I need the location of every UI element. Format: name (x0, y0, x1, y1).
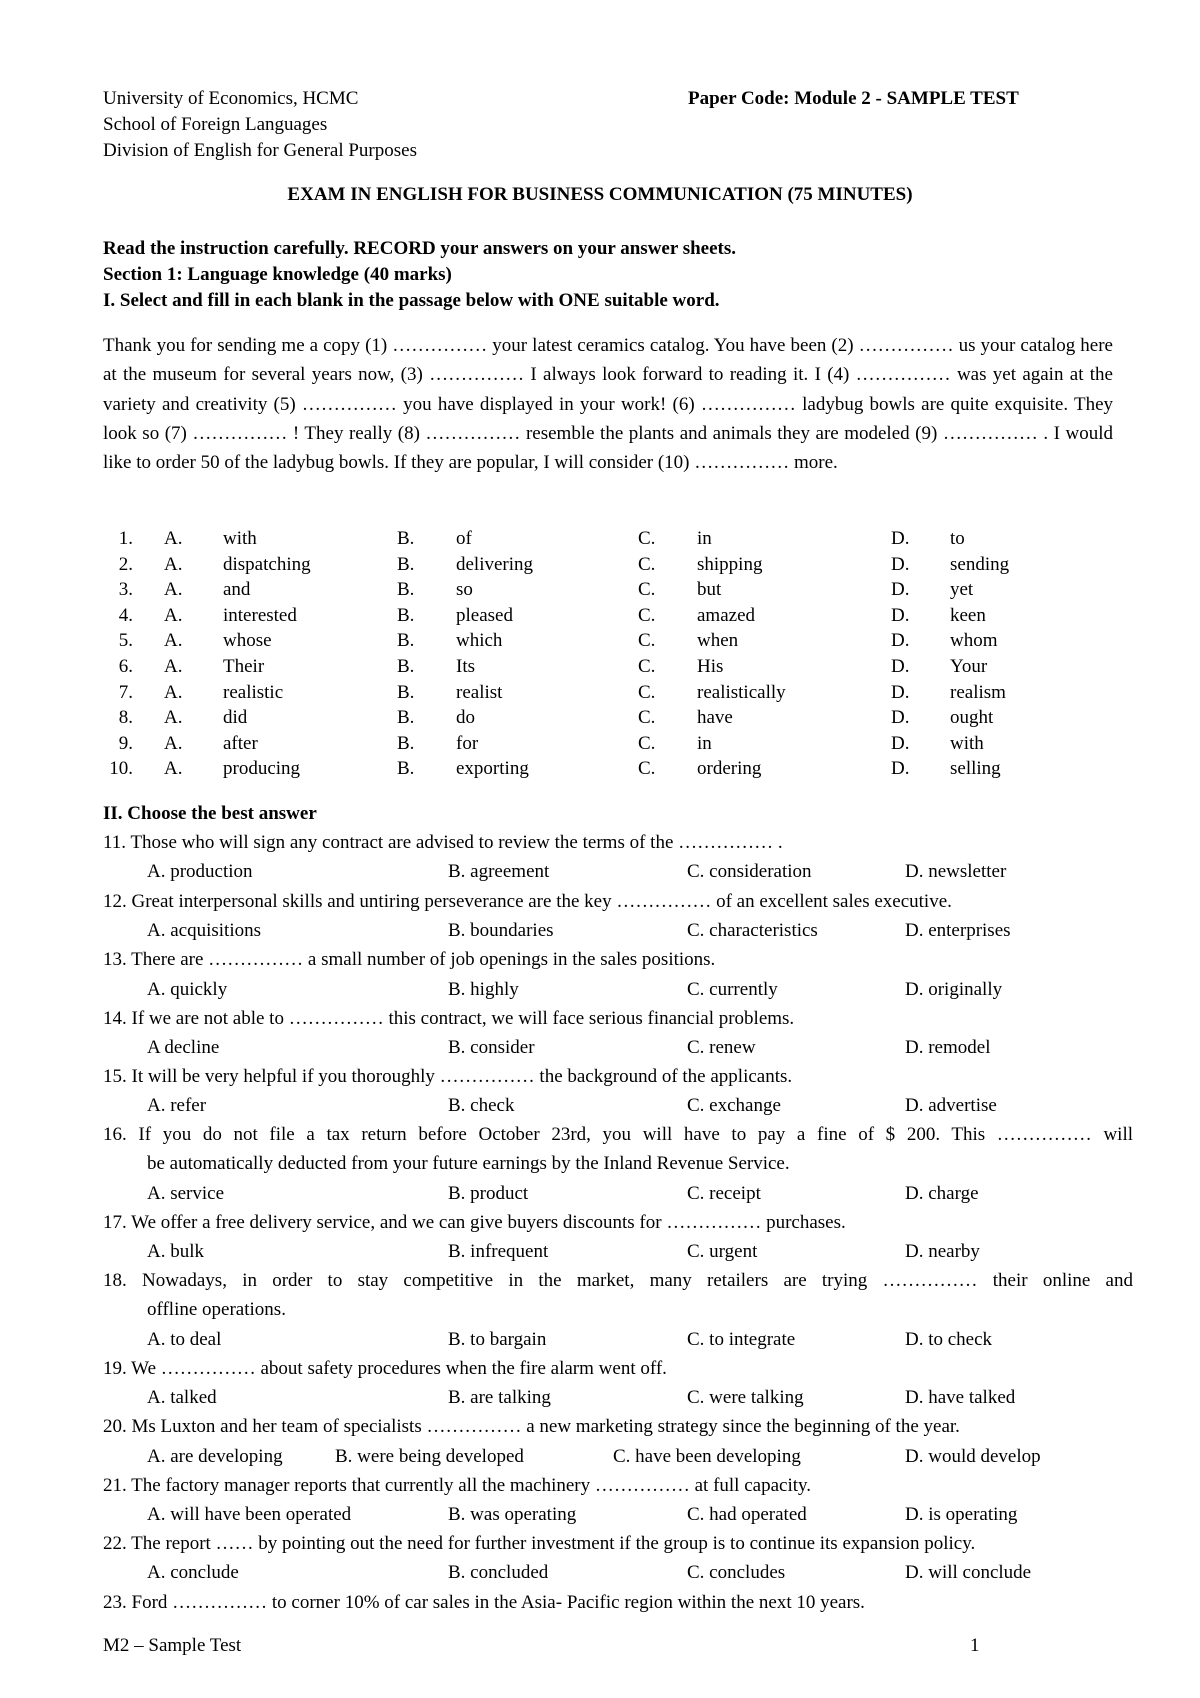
item-number: 1. (118, 528, 133, 549)
question-text: 14. If we are not able to …………… this contract, we will face serious financial problems. (103, 1008, 795, 1029)
option-b: realist (456, 681, 503, 703)
header-institution (103, 86, 417, 164)
letter-d: D. (891, 681, 910, 703)
letter-a: A. (164, 528, 183, 549)
part2-heading: II. Choose the best answer (103, 803, 317, 824)
answer-c: C. consideration (687, 861, 812, 882)
option-row (103, 680, 1103, 706)
question-text: 12. Great interpersonal skills and untiring perseverance are the key …………… of an excellent sales executive. (103, 891, 952, 912)
answer-a: A. are developing (147, 1446, 283, 1467)
letter-d: D. (891, 528, 910, 549)
option-b: pleased (456, 604, 513, 626)
question-text: 11. Those who will sign any contract are advised to review the terms of the …………… . (103, 832, 783, 853)
option-a: after (223, 732, 258, 754)
letter-b: B. (397, 732, 415, 754)
answer-c: C. had operated (687, 1504, 807, 1525)
letter-c: C. (638, 681, 656, 703)
letter-b: B. (397, 707, 415, 729)
option-row (103, 654, 1103, 680)
question-text: 19. We …………… about safety procedures when the fire alarm went off. (103, 1358, 667, 1379)
letter-d: D. (891, 630, 910, 652)
answer-b: B. check (448, 1095, 515, 1116)
letter-c: C. (638, 553, 656, 575)
answer-b: B. were being developed (335, 1446, 524, 1467)
item-number: 6. (118, 655, 133, 677)
answer-b: B. are talking (448, 1387, 551, 1408)
answer-b: B. product (448, 1183, 529, 1204)
exam-title: EXAM IN ENGLISH FOR BUSINESS COMMUNICATION (75 MINUTES) (287, 184, 913, 205)
answer-a: A. production (147, 861, 253, 882)
answer-b: B. infrequent (448, 1241, 549, 1262)
option-a: Their (223, 655, 265, 677)
footer-label: M2 – Sample Test (103, 1635, 242, 1656)
letter-d: D. (891, 707, 910, 729)
answer-d: D. would develop (905, 1446, 1041, 1467)
option-c: ordering (697, 758, 762, 780)
option-b: so (456, 579, 473, 601)
answer-d: D. remodel (905, 1037, 991, 1058)
option-c: His (697, 655, 724, 677)
option-d: whom (950, 630, 998, 652)
letter-c: C. (638, 630, 656, 652)
answer-c: C. to integrate (687, 1329, 796, 1350)
answer-c: C. concludes (687, 1562, 786, 1583)
university-name: University of Economics, HCMC (103, 88, 359, 109)
option-d: yet (950, 579, 974, 601)
part1-options (103, 526, 1103, 782)
part1-heading: I. Select and fill in each blank in the passage below with ONE suitable word. (103, 290, 720, 311)
option-d: to (950, 528, 965, 549)
answer-d: D. to check (905, 1329, 993, 1350)
option-row (103, 756, 1103, 782)
instructions (103, 236, 736, 314)
option-d: selling (950, 758, 1001, 780)
answer-c: C. were talking (687, 1387, 804, 1408)
answer-b: B. consider (448, 1037, 535, 1058)
option-d: ought (950, 707, 994, 729)
answer-c: C. characteristics (687, 920, 818, 941)
letter-b: B. (397, 553, 415, 575)
option-a: realistic (223, 681, 284, 703)
answer-a: A. will have been operated (147, 1504, 352, 1525)
option-b: which (456, 630, 503, 652)
option-a: did (223, 707, 248, 729)
option-c: in (697, 732, 712, 754)
answer-b: B. concluded (448, 1562, 549, 1583)
letter-c: C. (638, 655, 656, 677)
answer-row (147, 1179, 1147, 1208)
option-row (103, 705, 1103, 731)
item-number: 5. (118, 630, 133, 652)
answer-a: A. talked (147, 1387, 217, 1408)
option-c: when (697, 630, 739, 652)
option-a: producing (223, 758, 301, 780)
option-c: amazed (697, 604, 756, 626)
letter-d: D. (891, 732, 910, 754)
item-number: 4. (118, 604, 133, 626)
option-row (103, 577, 1103, 603)
answer-a: A. quickly (147, 979, 228, 1000)
letter-d: D. (891, 579, 910, 601)
letter-c: C. (638, 579, 656, 601)
item-number: 2. (118, 553, 133, 575)
answer-row (147, 1500, 1147, 1529)
option-b: for (456, 732, 479, 754)
answer-c: C. exchange (687, 1095, 781, 1116)
cloze-passage: Thank you for sending me a copy (1) …………… your latest ceramics catalog. You have been (2) …………… us your catalog here at the museum for several years now, (3) …………… I always look forward to reading it. I (4) …………… was yet again at the variety and creativity (5) …………… you have displayed in your work! (6) …………… ladybug bowls are quite exquisite. They look so (7) …………… ! They really (8) …………… resemble the plants and animals they are modeled (9) …………… . I would like to order 50 of the ladybug bowls. If they are popular, I will consider (10) …………… more. (103, 335, 1113, 474)
answer-c: C. receipt (687, 1183, 761, 1204)
letter-a: A. (164, 630, 183, 652)
answer-d: D. will conclude (905, 1562, 1032, 1583)
option-c: shipping (697, 553, 763, 575)
letter-a: A. (164, 707, 183, 729)
option-b: delivering (456, 553, 534, 575)
read-instruction: Read the instruction carefully. RECORD your answers on your answer sheets. (103, 238, 736, 259)
option-a: interested (223, 604, 297, 626)
answer-row (147, 975, 1147, 1004)
item-number: 8. (118, 707, 133, 729)
answer-c: C. currently (687, 979, 778, 1000)
option-row (103, 603, 1103, 629)
answer-d: D. charge (905, 1183, 979, 1204)
answer-a: A. refer (147, 1095, 207, 1116)
option-row (103, 526, 1103, 552)
letter-a: A. (164, 604, 183, 626)
item-number: 7. (118, 681, 133, 703)
option-d: sending (950, 553, 1010, 575)
question-line-1: 16. If you do not file a tax return before October 23rd, you will have to pay a fine of $ 200. This …………… will (103, 1124, 1133, 1145)
option-c: have (697, 707, 733, 729)
letter-d: D. (891, 655, 910, 677)
letter-c: C. (638, 528, 656, 549)
section-heading: Section 1: Language knowledge (40 marks) (103, 264, 452, 285)
answer-row (147, 1383, 1147, 1412)
question-line-1: 18. Nowadays, in order to stay competitive in the market, many retailers are trying …………… their online and (103, 1270, 1133, 1291)
answer-a: A decline (147, 1037, 220, 1058)
option-b: exporting (456, 758, 529, 780)
letter-b: B. (397, 604, 415, 626)
letter-a: A. (164, 681, 183, 703)
paper-code: Paper Code: Module 2 - SAMPLE TEST (688, 88, 1019, 109)
answer-a: A. service (147, 1183, 225, 1204)
answer-c: C. have been developing (613, 1446, 801, 1467)
option-a: dispatching (223, 553, 311, 575)
answer-d: D. nearby (905, 1241, 980, 1262)
question-line-2: be automatically deducted from your future earnings by the Inland Revenue Service. (147, 1153, 790, 1175)
letter-d: D. (891, 604, 910, 626)
option-b: do (456, 707, 475, 729)
option-d: with (950, 732, 984, 754)
item-number: 3. (118, 579, 133, 601)
option-a: with (223, 528, 257, 549)
answer-row (147, 1033, 1147, 1062)
question-text (103, 1266, 1133, 1325)
question-text: 17. We offer a free delivery service, and we can give buyers discounts for …………… purchases. (103, 1212, 846, 1233)
answer-c: C. renew (687, 1037, 756, 1058)
letter-a: A. (164, 553, 183, 575)
letter-b: B. (397, 579, 415, 601)
letter-a: A. (164, 579, 183, 601)
answer-d: D. advertise (905, 1095, 997, 1116)
option-c: but (697, 579, 722, 601)
answer-row (147, 1558, 1147, 1587)
question-text: 23. Ford …………… to corner 10% of car sales in the Asia- Pacific region within the next 10 years. (103, 1592, 865, 1613)
item-number: 10. (109, 758, 133, 780)
letter-b: B. (397, 758, 415, 780)
answer-row (147, 1237, 1147, 1266)
page-number: 1 (970, 1635, 980, 1656)
option-b: of (456, 528, 472, 549)
question-text: 15. It will be very helpful if you thoroughly …………… the background of the applicants. (103, 1066, 793, 1087)
question-text: 13. There are …………… a small number of job openings in the sales positions. (103, 949, 716, 970)
answer-d: D. is operating (905, 1504, 1018, 1525)
question-text (103, 1120, 1133, 1179)
letter-b: B. (397, 630, 415, 652)
question-line-2: offline operations. (147, 1299, 286, 1321)
letter-c: C. (638, 707, 656, 729)
answer-d: D. enterprises (905, 920, 1011, 941)
answer-row (147, 857, 1147, 886)
answer-b: B. was operating (448, 1504, 577, 1525)
letter-a: A. (164, 655, 183, 677)
answer-d: D. newsletter (905, 861, 1007, 882)
division-name: Division of English for General Purposes (103, 140, 417, 161)
question-text: 22. The report …… by pointing out the need for further investment if the group is to continue its expansion policy. (103, 1533, 976, 1554)
answer-b: B. to bargain (448, 1329, 547, 1350)
letter-c: C. (638, 604, 656, 626)
answer-row (147, 1442, 1147, 1471)
answer-d: D. originally (905, 979, 1003, 1000)
answer-a: A. conclude (147, 1562, 239, 1583)
answer-row (147, 1091, 1147, 1120)
option-row (103, 552, 1103, 578)
letter-c: C. (638, 732, 656, 754)
option-b: Its (456, 655, 475, 677)
answer-a: A. acquisitions (147, 920, 261, 941)
letter-a: A. (164, 732, 183, 754)
answer-a: A. bulk (147, 1241, 204, 1262)
answer-row (147, 1325, 1147, 1354)
answer-row (147, 916, 1147, 945)
answer-b: B. highly (448, 979, 519, 1000)
letter-b: B. (397, 681, 415, 703)
question-text: 21. The factory manager reports that currently all the machinery …………… at full capacity. (103, 1475, 812, 1496)
school-name: School of Foreign Languages (103, 114, 328, 135)
letter-d: D. (891, 553, 910, 575)
option-row (103, 628, 1103, 654)
answer-c: C. urgent (687, 1241, 758, 1262)
question-text: 20. Ms Luxton and her team of specialists …………… a new marketing strategy since the beginning of the year. (103, 1416, 960, 1437)
answer-b: B. agreement (448, 861, 550, 882)
option-d: Your (950, 655, 988, 677)
option-d: realism (950, 681, 1006, 703)
answer-a: A. to deal (147, 1329, 222, 1350)
letter-a: A. (164, 758, 183, 780)
option-c: realistically (697, 681, 786, 703)
option-c: in (697, 528, 712, 549)
letter-c: C. (638, 758, 656, 780)
letter-b: B. (397, 528, 415, 549)
answer-b: B. boundaries (448, 920, 554, 941)
option-a: whose (223, 630, 272, 652)
letter-d: D. (891, 758, 910, 780)
option-d: keen (950, 604, 986, 626)
answer-d: D. have talked (905, 1387, 1016, 1408)
option-row (103, 731, 1103, 757)
letter-b: B. (397, 655, 415, 677)
item-number: 9. (118, 732, 133, 754)
option-a: and (223, 579, 251, 601)
